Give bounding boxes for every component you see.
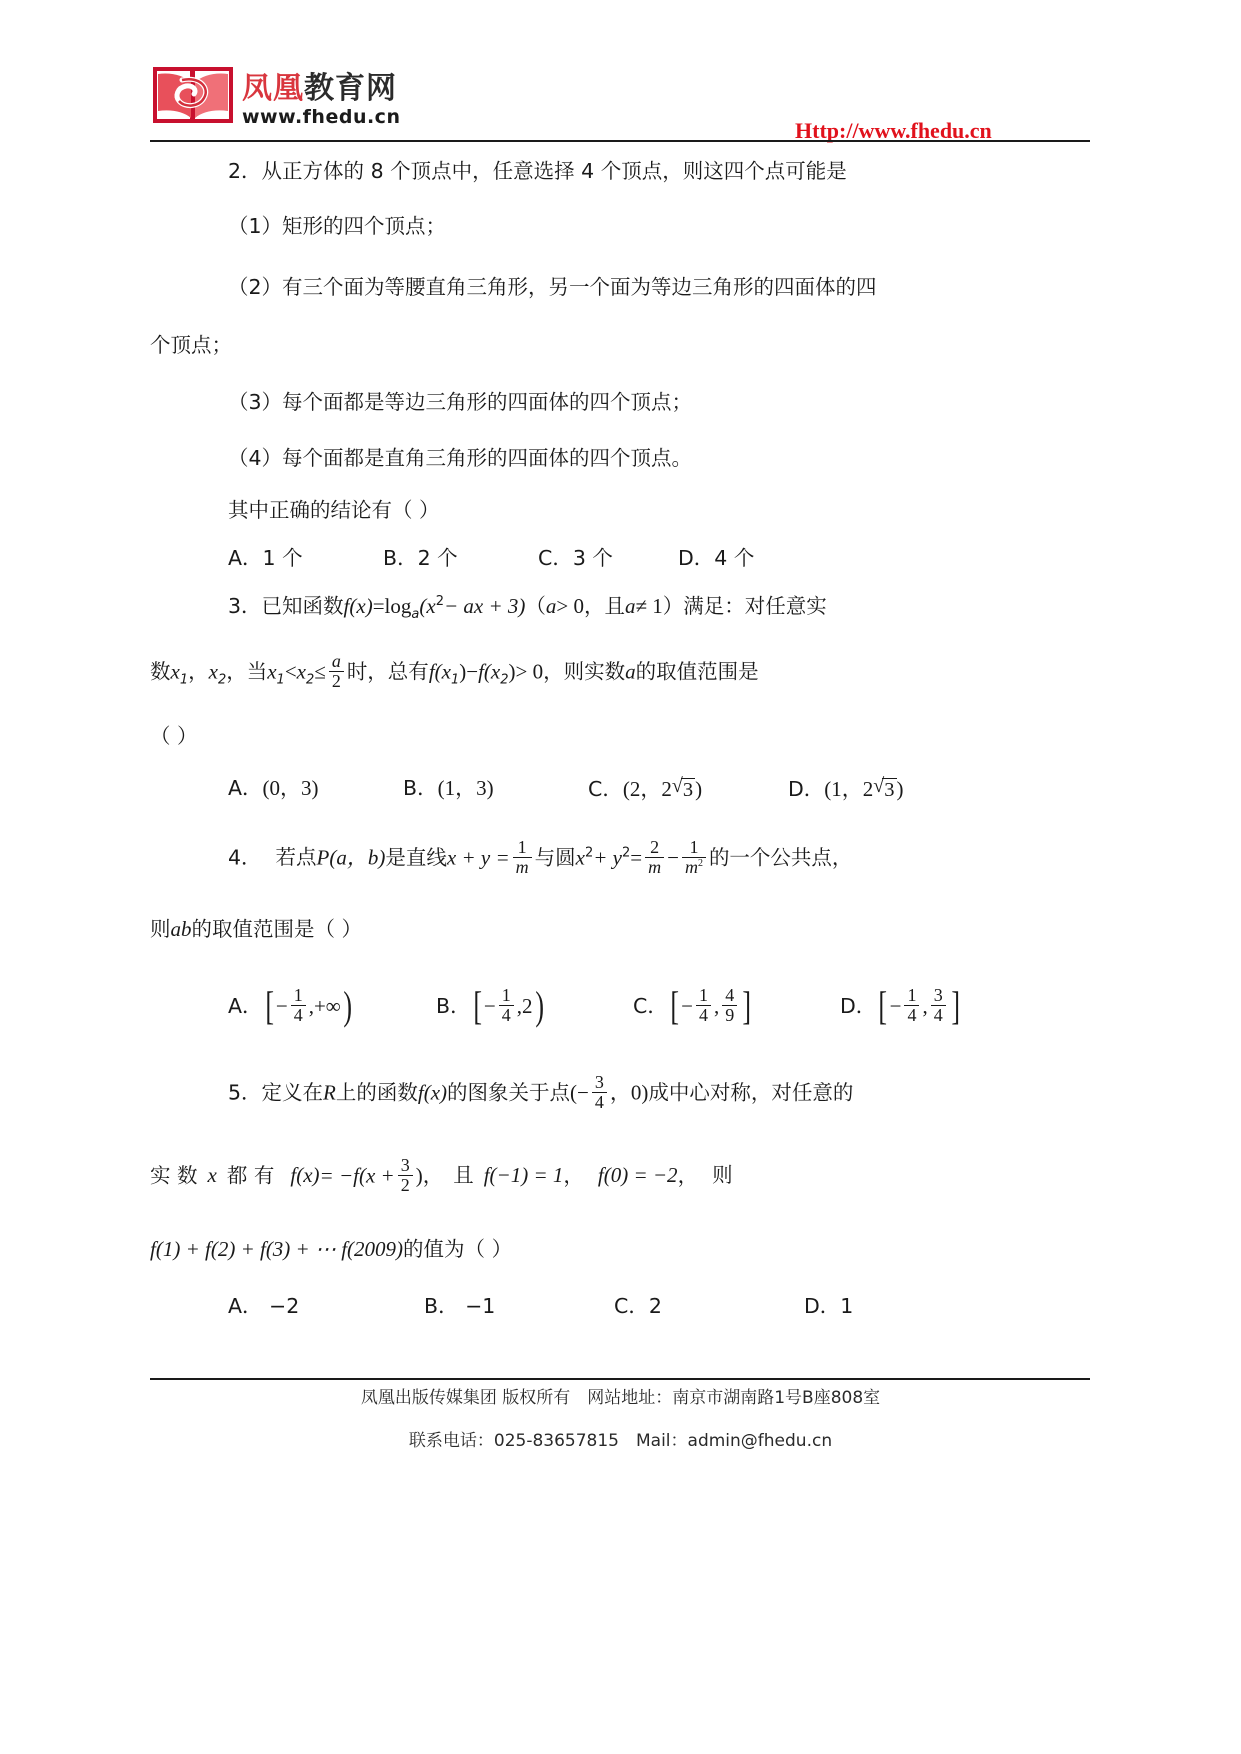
q4-option-d-hi-den: 4 [931,1005,946,1025]
q5-p1: 定义在 [261,1080,324,1104]
q4-option-d-fraction-low [904,986,919,1025]
q3l2-f1-sub: 1 [450,672,460,688]
q3-option-a[interactable] [228,775,403,803]
q3l2-x1: x [170,659,180,683]
q4-option-a-hi: +∞ [313,993,341,1018]
q4-frac2-den: m [645,857,664,877]
q4-p1: 若点 [275,845,317,869]
q5l2-frac-den: 2 [398,1175,413,1195]
q4-option-d-lo-den: 4 [904,1005,919,1025]
footer-copyright: 凤凰出版传媒集团 版权所有 网站地址：南京市湖南路1号B座808室 [360,1388,881,1408]
q3l2-x2-sub: 2 [217,672,227,688]
q3-option-c[interactable] [588,778,788,803]
question-2-stem [150,148,1090,194]
q3l2-p3: 时，总有 [346,659,429,683]
q5l2-close: ) [415,1163,423,1187]
footer-contact: 联系电话：025-83657815 Mail：admin@fhedu.cn [408,1431,833,1451]
q5-p4: 成中心对称，对任意的 [648,1080,854,1104]
q4-option-c-label: C． [633,993,668,1018]
question-5-line2 [150,1134,1090,1218]
q4-circ-x: x [575,845,585,869]
q3-option-a-value: (0，3) [262,775,319,800]
q4-p4: 的一个公共点， [708,845,853,869]
q2-option-a[interactable]: A．1 个 [228,545,303,570]
q3-option-d-value: (1，2 [824,776,874,801]
q3-fx: f(x) [343,593,373,618]
q5l2-p3: 且 [453,1163,474,1187]
question-3-line2 [150,634,1090,710]
q3l2-x1-sub: 1 [179,672,189,688]
question-2-item-2-cont [150,316,1090,374]
q3l2-frac-den: 2 [329,671,344,691]
q4-option-c-right-bracket: ] [742,983,752,1028]
q5l2-fraction-3-over-2 [398,1156,413,1195]
q3l2-lt: < [284,659,297,683]
q5l2-p2: 都 有 [226,1163,275,1187]
q3-answer-blank: （ ） [150,723,198,748]
q3l2-f2-end: ) [508,659,516,683]
q5l2-fx: f(x) [290,1163,320,1187]
q3-option-a-label: A． [228,775,263,800]
q3-cond-comma: ，且 [583,593,625,618]
question-3-options [150,762,1090,818]
q4-option-d-left-bracket: [ [878,983,888,1028]
q5l2-f-0: f(0) = −2 [597,1163,678,1187]
q4-option-b-num: 1 [501,984,511,1005]
q4-option-a-left-bracket: [ [264,983,274,1028]
q3-option-c-label: C． [588,776,623,801]
q4-option-c[interactable]: C． [ − $\frac{1}{4}$ , $\frac{4}{9}$ ] [633,983,752,1028]
logo-text-red: 凤凰 [242,71,304,106]
q5-option-d[interactable]: D．1 [804,1293,854,1318]
question-4-line1 [150,818,1090,898]
q3-cond-a2: a [624,593,636,618]
logo-url-text: www.fhedu.cn [242,106,401,128]
q4-line-eq: x + y = [446,845,510,869]
header-site-url[interactable]: Http://www.fhedu.cn [795,118,992,143]
question-5-line1 [150,1052,1090,1134]
q5l2-frac-num: 3 [400,1154,410,1175]
q3-option-b-value: (1，3) [437,775,494,800]
q3l2-gt0: > 0 [515,659,544,683]
q3l2-x1b: x [267,659,277,683]
q4l2-p2: 的取值范围是（ ） [191,916,363,941]
q4-frac1-num: 1 [517,836,527,857]
q4-option-c-sign: − [681,993,693,1018]
exam-content [150,148,1090,1332]
q3l2-f1-end: ) [459,659,467,683]
q3l2-x2b: x [296,659,306,683]
q3l2-frac-num: a [331,650,341,671]
q4-fraction-1-over-m-squared [682,838,706,877]
question-2-item-3 [150,374,1090,430]
q5l2-comma3: ， [677,1163,699,1187]
q5l2-p1: 实 数 [150,1163,198,1187]
q3-option-d-sqrt-icon [873,778,896,803]
q5l2-comma: ， [422,1163,444,1187]
q5-pt-den: 4 [592,1092,607,1112]
q3-option-c-close: ) [695,776,703,801]
q5-R: R [323,1080,336,1104]
q4-option-c-hi-num: 4 [725,984,735,1005]
q3l2-f2-sub: 2 [500,672,509,688]
q4-option-b-right-bracket: ) [534,983,544,1028]
q4-option-b-label: B． [436,993,471,1018]
q3l2-p1: 数 [150,659,171,683]
q3-option-b[interactable] [403,775,588,803]
q4-option-d-hi-num: 3 [933,984,943,1005]
q4-option-a-den: 4 [291,1005,306,1025]
site-logo [152,66,400,128]
question-5-line3 [150,1218,1090,1280]
q4-frac2-num: 2 [650,836,660,857]
q3l2-p2: ，当 [226,659,268,683]
q4-option-a-num: 1 [293,984,303,1005]
q3-log: log [384,593,412,618]
question-2-prompt [150,486,1090,534]
q4-option-c-fraction-high [722,986,737,1025]
q5-p3: 的图象关于点 [447,1080,571,1104]
q4-option-b-den: 4 [499,1005,514,1025]
q4-minus: − [667,845,679,869]
q3-lead: 已知函数 [261,593,344,618]
q3-option-d-close: ) [896,776,904,801]
question-2-item-4 [150,430,1090,486]
question-4-line2 [150,898,1090,960]
q3-option-c-value: (2，2 [622,776,672,801]
q3-tail: 满足：对任意实 [683,593,827,618]
q4-option-b-fraction [499,986,514,1025]
q2-item-1-text: （1）矩形的四个顶点； [228,213,447,238]
q4-frac3-den-sup: 2 [697,857,703,869]
q3-option-d[interactable] [788,778,904,803]
q5l3-tail: 的值为（ ） [403,1236,513,1261]
question-2-item-1 [150,194,1090,258]
q4-eq: = [630,845,643,869]
q5-p2: 上的函数 [335,1080,418,1104]
q4-number: 4． [228,845,262,869]
q3l2-f2: f(x [478,659,501,683]
q4-frac3-num: 1 [689,836,699,857]
q3l2-p4: ，则实数 [543,659,626,683]
q4-p3: 与圆 [534,845,576,869]
logo-wordmark [242,71,400,106]
q4-point-P: P(a，b) [316,845,386,869]
q4-option-a-sign: − [275,993,288,1018]
q3l2-minus: − [466,659,479,683]
q4-option-c-hi-den: 9 [722,1005,737,1025]
q5-pt-num: 3 [594,1071,604,1092]
q4-option-a[interactable]: A． [ − $\frac{1}{4}$ , +∞ ) [228,983,352,1028]
q5-fx: f(x) [417,1080,448,1104]
q5-option-c[interactable]: C．2 [614,1293,662,1318]
q4-option-a-fraction [291,986,306,1025]
page-footer [0,1390,1241,1476]
q2-item-3-text: （3）每个面都是等边三角形的四面体的四个顶点； [228,389,693,414]
q4-option-c-lo-den: 4 [696,1005,711,1025]
q3-cond-a: a [545,593,557,618]
q5l2-x: x [207,1163,217,1187]
q4-option-b-left-bracket: [ [472,983,482,1028]
q4-option-d-fraction-high [931,986,946,1025]
q2-item-2-text: （2）有三个面为等腰直角三角形，另一个面为等边三角形的四面体的四 [228,274,877,299]
q4-option-a-label: A． [228,993,263,1018]
q5-fraction-3-over-4 [592,1073,607,1112]
q3l2-le: ≤ [314,659,326,683]
q4-fraction-1-over-m [513,838,532,877]
q3-option-c-sqrt-icon [672,778,695,803]
q2-option-c[interactable]: C．3 个 [538,545,613,570]
q3-option-c-radicand: 3 [682,778,694,801]
q4-option-d-right-bracket: ] [951,983,960,1028]
q4-option-b-hi: 2 [522,993,533,1018]
q5l2-eq: = −f(x + [319,1163,395,1187]
question-5-options [150,1280,1090,1332]
q3l2-x1b-sub: 1 [276,672,285,688]
header-divider [150,140,1090,142]
q3-cond-close: ） [662,593,684,618]
q4-option-d-sign: − [889,993,902,1018]
q5-option-a[interactable]: A． −2 [228,1293,300,1318]
q3-cond-gt: > 0 [556,593,584,618]
q2-option-d[interactable]: D．4 个 [678,545,755,570]
q4-option-b-sign: − [483,993,496,1018]
q5-point-close: ，0) [609,1080,649,1104]
q4-option-d-lo-num: 1 [907,984,917,1005]
q3l2-x2b-sub: 2 [306,672,315,688]
logo-text-dark: 教育网 [304,71,397,106]
question-2-item-2 [150,258,1090,316]
q4-p2: 是直线 [385,845,447,869]
open-book-logo-icon [152,66,234,128]
q5l2-comma2: ， [563,1163,584,1187]
q3-eq: = [372,593,385,618]
q4-option-a-right-bracket: ) [343,983,352,1028]
q4-option-c-left-bracket: [ [670,983,679,1028]
footer-divider [150,1378,1090,1380]
q3-number: 3． [228,593,262,618]
q5-point-open: (− [570,1080,589,1104]
page-header [0,0,1241,150]
q2-item-4-text: （4）每个面都是直角三角形的四面体的四个顶点。 [228,445,693,470]
q4-circ-y-sup: 2 [621,845,631,861]
q5l2-f-minus-1: f(−1) = 1 [483,1163,564,1187]
q3l2-a: a [625,659,636,683]
q5l3-expression: f(1) + f(2) + f(3) + ⋯ f(2009) [150,1236,404,1261]
q4-option-d[interactable]: D． [ − $\frac{1}{4}$ , $\frac{3}{4}$ ] [840,983,960,1028]
q4-circ-y: + y [593,845,622,869]
q3-arg-sup: 2 [435,594,444,610]
q5-number: 5． [228,1080,262,1104]
q3l2-fraction-a-over-2 [329,652,344,691]
q4-frac1-den: m [513,857,532,877]
q3-option-d-label: D． [788,776,825,801]
question-4-options [150,960,1090,1052]
q2-item-2-cont-text: 个顶点； [150,332,232,357]
q5l2-p4: 则 [712,1163,733,1187]
q3-arg2: − ax + 3) [443,593,526,618]
q3-option-b-label: B． [403,775,438,800]
q4-option-c-fraction-low [696,986,711,1025]
q3-cond-open: （ [525,593,546,618]
q4-circ-x-sup: 2 [584,845,594,861]
question-3-stem [150,582,1090,634]
q3l2-p5: 的取值范围是 [635,659,759,683]
question-2-options [150,534,1090,582]
q2-number: 2． [228,158,262,183]
q3-log-base: a [411,606,420,622]
q4-option-c-lo-num: 1 [699,984,708,1005]
q4-option-b[interactable]: B． [ − $\frac{1}{4}$ , 2 ) [436,983,544,1028]
q4-fraction-2-over-m [645,838,664,877]
q3l2-x2: x [208,659,218,683]
q5-option-b[interactable]: B． −1 [424,1293,496,1318]
question-3-line3 [150,710,1090,762]
q3-cond-ne: ≠ 1 [635,593,663,618]
q3-arg: (x [419,593,436,618]
q3l2-f1: f(x [428,659,451,683]
q3-option-d-radicand: 3 [884,778,895,801]
q3l2-comma: ， [188,659,209,683]
q2-stem-text: 从正方体的 8 个顶点中，任意选择 4 个顶点，则这四个点可能是 [261,158,847,183]
q4l2-p1: 则 [150,916,171,941]
q2-option-b[interactable]: B．2 个 [383,545,458,570]
q4l2-ab: ab [170,916,192,941]
q4-option-d-label: D． [840,993,877,1018]
q4-frac3-den: m [684,856,698,877]
q2-prompt-text: 其中正确的结论有（ ） [228,497,440,522]
